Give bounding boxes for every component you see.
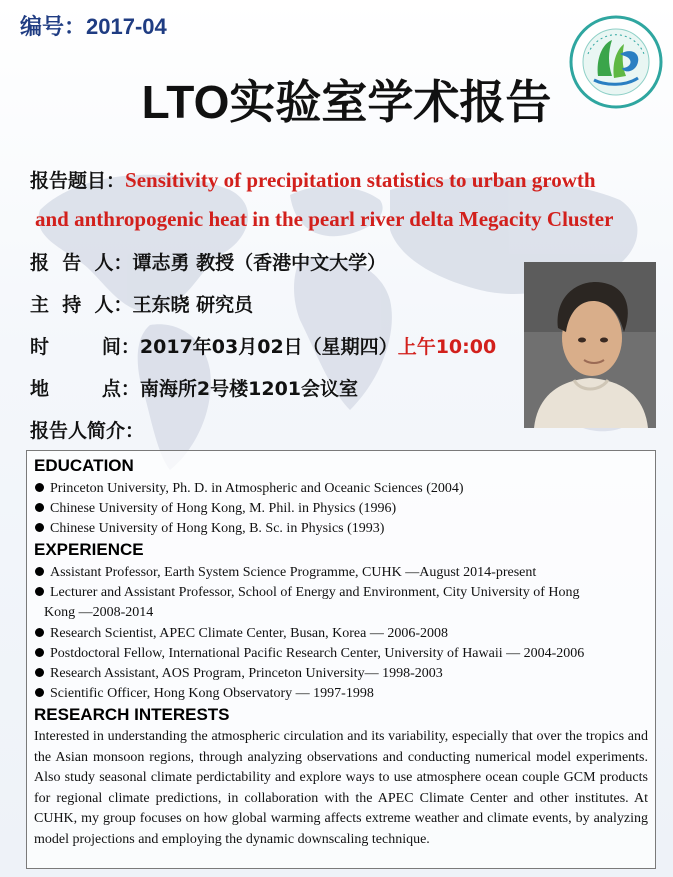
page-title: LTO实验室学术报告	[141, 76, 552, 128]
speaker-photo	[524, 262, 656, 428]
experience-item: Postdoctoral Fellow, International Pacific Research Center, University of Hawaii — 2004-2006	[35, 644, 647, 664]
experience-item: Research Assistant, AOS Program, Princeton University— 1998-2003	[35, 664, 647, 684]
time-row	[30, 332, 496, 359]
bullet-icon	[35, 628, 44, 637]
host-label: 主 持 人：	[30, 294, 133, 316]
speaker-portrait-icon	[524, 262, 656, 428]
host-value: 王东晓 研究员	[132, 294, 254, 316]
experience-item: Scientific Officer, Hong Kong Observatory — 1997-1998	[35, 684, 647, 704]
time-highlight: 上午10:00	[397, 336, 497, 358]
place-label: 地 点：	[30, 378, 140, 400]
bullet-icon	[35, 668, 44, 677]
topic-line-2: and anthropogenic heat in the pearl river delta Megacity Cluster	[35, 207, 614, 231]
speaker-value: 谭志勇 教授（香港中文大学）	[132, 252, 387, 274]
speaker-row	[30, 248, 386, 275]
topic-label: 报告题目：	[30, 170, 126, 192]
education-item: Chinese University of Hong Kong, M. Phil. in Physics (1996)	[35, 499, 647, 519]
place-row	[30, 374, 358, 401]
report-serial-number: 编号：2017-04	[20, 14, 167, 39]
experience-heading: EXPERIENCE	[34, 540, 144, 559]
education-item: Princeton University, Ph. D. in Atmospheric and Oceanic Sciences (2004)	[35, 479, 647, 499]
topic-row	[30, 166, 596, 193]
bullet-icon	[35, 523, 44, 532]
education-heading: EDUCATION	[34, 456, 134, 475]
topic-line-1: Sensitivity of precipitation statistics to urban growth	[125, 168, 596, 192]
bullet-icon	[35, 503, 44, 512]
place-value: 南海所2号楼1201会议室	[139, 378, 359, 400]
bio-panel	[26, 450, 656, 869]
experience-item: Lecturer and Assistant Professor, School of Energy and Environment, City University of Hong	[35, 583, 647, 603]
experience-item: Research Scientist, APEC Climate Center, Busan, Korea — 2006-2008	[35, 624, 647, 644]
bullet-icon	[35, 648, 44, 657]
research-paragraph: Interested in understanding the atmospheric circulation and its variability, especially that over the tropics and the Asian monsoon regions, through analyzing observations and conducting numerical model experiments. Also study seasonal climate perdictability and explore ways to use atmosphere ocean couple GCM products for regional climate predictions, in collaboration with the APEC Climate Center and other institutes. At CUHK, my group focuses on how global warming affects extreme weather and climate events, by analyzing model projections and employing the dynamic downscaling technique.	[34, 729, 648, 847]
speaker-label: 报 告 人：	[30, 252, 133, 274]
topic-row-2	[35, 207, 613, 232]
education-item: Chinese University of Hong Kong, B. Sc. in Physics (1993)	[35, 519, 647, 539]
bullet-icon	[35, 567, 44, 576]
bullet-icon	[35, 483, 44, 492]
bio-label: 报告人简介：	[30, 420, 145, 442]
time-label: 时 间：	[30, 336, 140, 358]
bullet-icon	[35, 587, 44, 596]
research-heading: RESEARCH INTERESTS	[34, 705, 230, 724]
bio-label-row	[30, 416, 144, 443]
experience-item: Assistant Professor, Earth System Science Programme, CUHK —August 2014-present	[35, 563, 647, 583]
bullet-icon	[35, 688, 44, 697]
experience-item-continued: Kong —2008-2014	[44, 605, 154, 620]
host-row	[30, 290, 253, 317]
time-value: 2017年03月02日（星期四）	[139, 336, 398, 358]
